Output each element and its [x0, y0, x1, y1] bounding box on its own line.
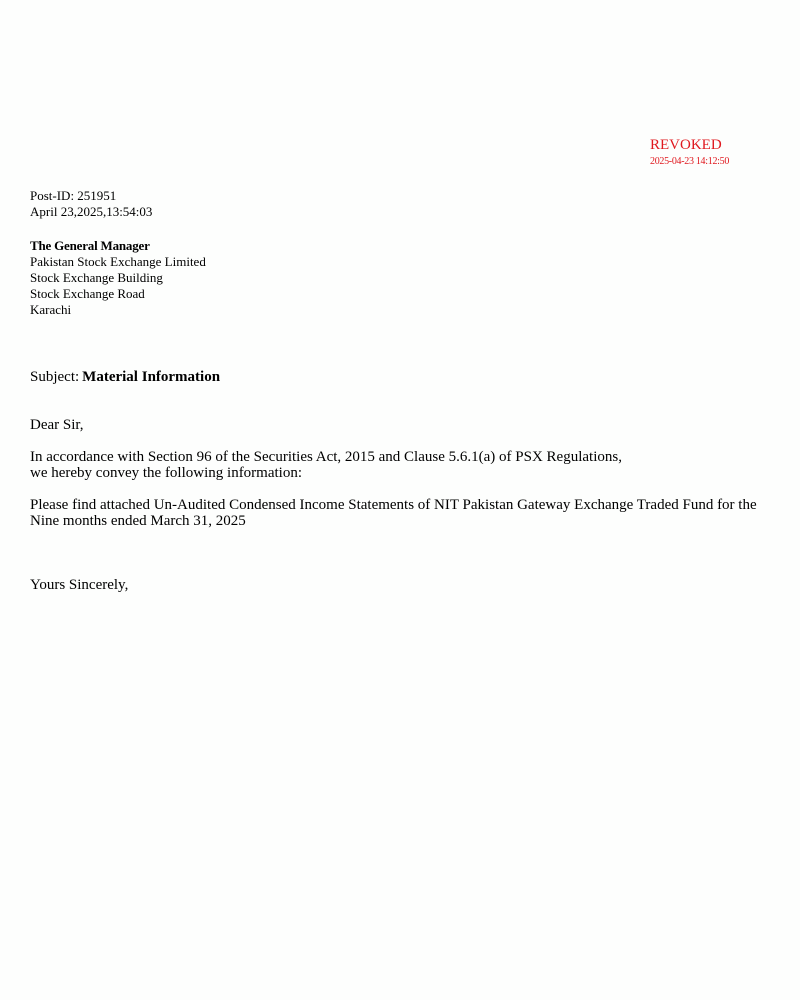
post-id: Post-ID: 251951 [30, 188, 117, 203]
body-paragraph-2 [30, 497, 780, 529]
subject-text: Material Information [82, 369, 221, 385]
closing: Yours Sincerely, [30, 577, 129, 593]
addressee-name: The General Manager [30, 238, 150, 253]
addressee-line: Stock Exchange Building [30, 270, 163, 285]
salutation: Dear Sir, [30, 417, 84, 433]
paragraph-line: we hereby convey the following information: [30, 465, 303, 481]
addressee-line: Pakistan Stock Exchange Limited [30, 254, 206, 269]
paragraph-line: Please find attached Un-Audited Condensed Income Statements of NIT Pakistan Gateway Exchange Traded Fund for the [30, 497, 757, 513]
addressee-line: Karachi [30, 302, 72, 317]
post-meta [30, 188, 152, 220]
status-timestamp: 2025-04-23 14:12:50 [650, 156, 730, 167]
post-datetime: April 23,2025,13:54:03 [30, 204, 153, 219]
status-label: REVOKED [650, 137, 722, 153]
paragraph-line: Nine months ended March 31, 2025 [30, 513, 246, 529]
subject-label: Subject: [30, 369, 80, 385]
subject-line [30, 369, 220, 385]
body-paragraph-1 [30, 449, 770, 481]
addressee-block [30, 238, 206, 318]
addressee-line: Stock Exchange Road [30, 286, 145, 301]
paragraph-line: In accordance with Section 96 of the Securities Act, 2015 and Clause 5.6.1(a) of PSX Regulations, [30, 449, 622, 465]
revoked-stamp [650, 137, 729, 168]
